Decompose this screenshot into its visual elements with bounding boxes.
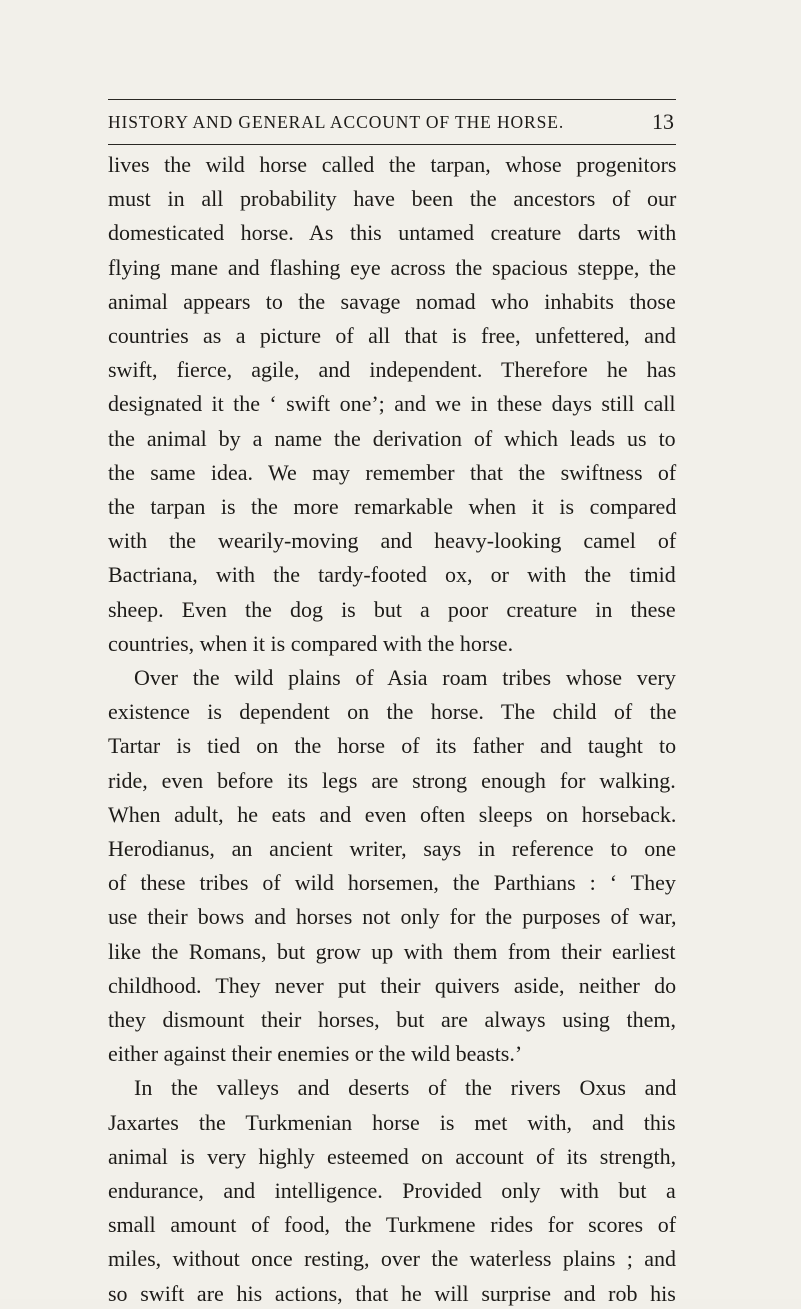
- text-line: In the valleys and deserts of the rivers Oxus and: [134, 1075, 677, 1101]
- text-line: miles, without once resting, over the waterless plains ; and: [108, 1246, 677, 1272]
- text-line: the tarpan is the more remarkable when it is compared: [108, 494, 677, 519]
- text-line: Tartar is tied on the horse of its father and taught to: [108, 733, 677, 759]
- text-line: designated it the ‘ swift one’; and we in these days still call: [108, 391, 676, 417]
- text-line: countries as a picture of all that is free, unfettered, and: [108, 323, 676, 348]
- running-head: [108, 107, 676, 137]
- text-line: Herodianus, an ancient writer, says in reference to one: [108, 836, 677, 861]
- text-line: animal is very highly esteemed on account of its strength,: [108, 1143, 677, 1169]
- text-line: the animal by a name the derivation of which leads us to: [108, 425, 676, 451]
- text-line: with the wearily-moving and heavy-looking camel of: [108, 528, 677, 554]
- text-line: Jaxartes the Turkmenian horse is met with, and this: [108, 1109, 676, 1135]
- text-line: lives the wild horse called the tarpan, whose progenitors: [108, 152, 677, 177]
- text-line: either against their enemies or the wild beasts.’: [108, 1041, 523, 1067]
- header-top-rule: [108, 99, 676, 100]
- header-bottom-rule: [108, 144, 676, 145]
- text-line: endurance, and intelligence. Provided only with but a: [108, 1178, 676, 1203]
- text-line: flying mane and flashing eye across the spacious steppe, the: [108, 254, 677, 280]
- text-line: the same idea. We may remember that the swiftness of: [108, 459, 677, 485]
- text-line: countries, when it is compared with the horse.: [108, 630, 514, 656]
- text-line: Bactriana, with the tardy-footed ox, or with the timid: [108, 562, 676, 588]
- text-line: domesticated horse. As this untamed creature darts with: [108, 220, 677, 246]
- text-line: small amount of food, the Turkmene rides for scores of: [108, 1212, 677, 1238]
- text-line: they dismount their horses, but are always using them,: [108, 1007, 677, 1032]
- text-line: must in all probability have been the ancestors of our: [108, 186, 677, 212]
- text-line: ride, even before its legs are strong enough for walking.: [108, 767, 676, 793]
- text-line: sheep. Even the dog is but a poor creature in these: [108, 596, 676, 622]
- text-line: of these tribes of wild horsemen, the Parthians : ‘ They: [108, 870, 676, 896]
- text-line: childhood. They never put their quivers aside, neither do: [108, 972, 677, 998]
- text-line: like the Romans, but grow up with them from their earliest: [108, 938, 676, 964]
- text-line: When adult, he eats and even often sleeps on horseback.: [108, 801, 677, 827]
- text-line: existence is dependent on the horse. The child of the: [108, 699, 677, 725]
- text-line: swift, fierce, agile, and independent. Therefore he has: [108, 357, 676, 383]
- text-line: use their bows and horses not only for the purposes of war,: [108, 904, 677, 930]
- text-line: Over the wild plains of Asia roam tribes whose very: [134, 665, 676, 690]
- text-line: animal appears to the savage nomad who inhabits those: [108, 288, 676, 314]
- page-number: 13: [652, 109, 674, 134]
- running-title: HISTORY AND GENERAL ACCOUNT OF THE HORSE.: [108, 112, 565, 132]
- text-line: so swift are his actions, that he will surprise and rob his: [108, 1280, 676, 1306]
